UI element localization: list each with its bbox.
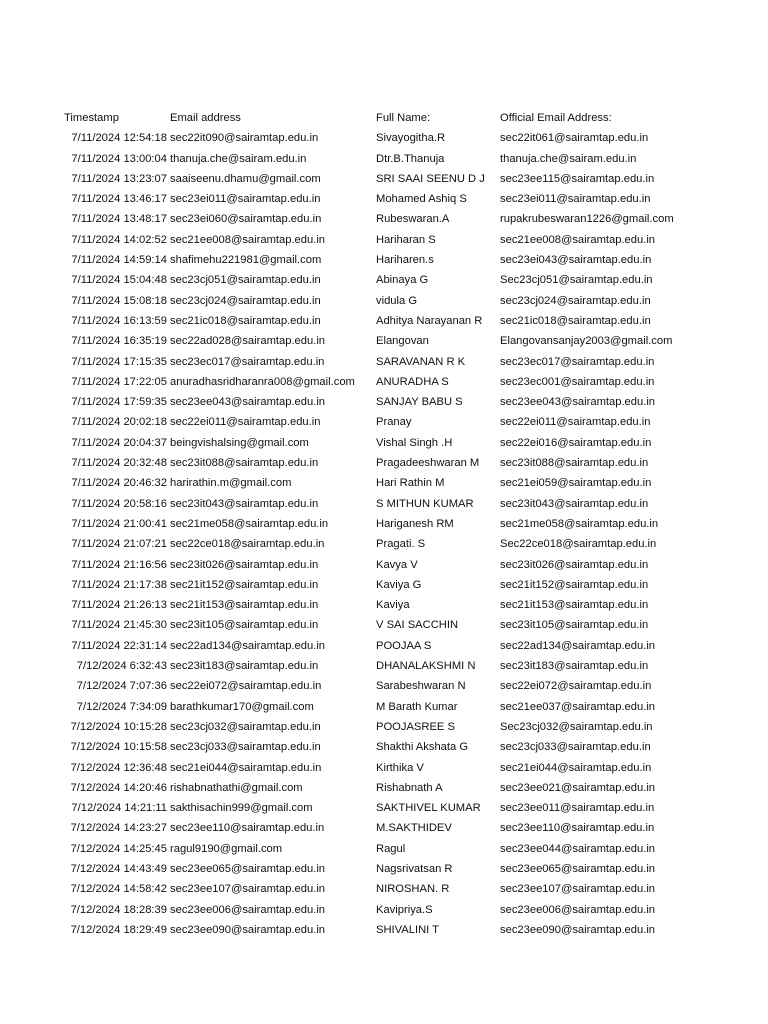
cell-official-email: sec22ei016@sairamtap.edu.in: [500, 436, 652, 449]
cell-full-name: Rubeswaran.A: [376, 213, 450, 226]
cell-official-email: sec23it043@sairamtap.edu.in: [500, 497, 649, 510]
cell-email: sec23ee065@sairamtap.edu.in: [170, 862, 326, 875]
table-row: [0, 128, 768, 148]
cell-email: harirathin.m@gmail.com: [170, 477, 292, 490]
cell-official-email: sec22ei072@sairamtap.edu.in: [500, 680, 652, 693]
cell-full-name: Adhitya Narayanan R: [376, 314, 483, 327]
cell-email: beingvishalsing@gmail.com: [170, 436, 309, 449]
cell-official-email: sec21ic018@sairamtap.edu.in: [500, 314, 651, 327]
cell-email: sec21it153@sairamtap.edu.in: [170, 599, 319, 612]
cell-official-email: sec22ad134@sairamtap.edu.in: [500, 639, 656, 652]
cell-full-name: Mohamed Ashiq S: [376, 193, 467, 206]
cell-email: sec22ei072@sairamtap.edu.in: [170, 680, 322, 693]
cell-full-name: Shakthi Akshata G: [376, 741, 469, 754]
cell-timestamp: 7/11/2024 14:59:14: [71, 254, 167, 267]
table-row: [0, 311, 768, 331]
cell-full-name: SAKTHIVEL KUMAR: [376, 802, 481, 815]
cell-full-name: SHIVALINI T: [376, 923, 439, 936]
cell-email: saaiseenu.dhamu@gmail.com: [170, 172, 321, 185]
cell-timestamp: 7/11/2024 13:23:07: [71, 172, 167, 185]
cell-official-email: sec23it183@sairamtap.edu.in: [500, 660, 649, 673]
response-sheet: [0, 108, 768, 940]
table-row: [0, 534, 768, 554]
cell-email: sec23ee090@sairamtap.edu.in: [170, 923, 326, 936]
cell-official-email: sec23it026@sairamtap.edu.in: [500, 558, 649, 571]
table-row: [0, 818, 768, 838]
cell-full-name: POOJASREE S: [376, 720, 455, 733]
cell-official-email: sec21it152@sairamtap.edu.in: [500, 578, 649, 591]
table-row: [0, 169, 768, 189]
cell-official-email: sec22it061@sairamtap.edu.in: [500, 132, 649, 145]
table-row: [0, 250, 768, 270]
cell-official-email: rupakrubeswaran1226@gmail.com: [500, 213, 674, 226]
cell-full-name: Abinaya G: [376, 274, 429, 287]
cell-official-email: Elangovansanjay2003@gmail.com: [500, 335, 673, 348]
cell-full-name: V SAI SACCHIN: [376, 619, 459, 632]
cell-timestamp: 7/11/2024 17:59:35: [71, 396, 167, 409]
table-row: [0, 737, 768, 757]
cell-timestamp: 7/12/2024 14:20:46: [70, 781, 167, 794]
header-row: [0, 108, 768, 128]
table-row: [0, 149, 768, 169]
cell-official-email: sec21ee037@sairamtap.edu.in: [500, 700, 656, 713]
cell-timestamp: 7/12/2024 10:15:28: [70, 720, 167, 733]
cell-full-name: Hari Rathin M: [376, 477, 445, 490]
cell-full-name: SARAVANAN R K: [376, 355, 466, 368]
table-row: [0, 270, 768, 290]
table-row: [0, 859, 768, 879]
table-row: [0, 595, 768, 615]
cell-official-email: thanuja.che@sairam.edu.in: [500, 152, 637, 165]
cell-timestamp: 7/11/2024 22:31:14: [71, 639, 167, 652]
cell-timestamp: 7/11/2024 15:08:18: [71, 294, 167, 307]
table-row: [0, 433, 768, 453]
cell-timestamp: 7/11/2024 21:26:13: [71, 599, 167, 612]
table-row: [0, 412, 768, 432]
cell-timestamp: 7/12/2024 14:58:42: [70, 883, 167, 896]
table-row: [0, 717, 768, 737]
cell-full-name: Pranay: [376, 416, 412, 429]
cell-full-name: Vishal Singh .H: [376, 436, 453, 449]
table-row: [0, 778, 768, 798]
cell-official-email: sec23ec017@sairamtap.edu.in: [500, 355, 655, 368]
cell-email: sec23it105@sairamtap.edu.in: [170, 619, 319, 632]
cell-timestamp: 7/11/2024 20:04:37: [71, 436, 167, 449]
cell-email: sec22ad134@sairamtap.edu.in: [170, 639, 326, 652]
cell-email: sec22ce018@sairamtap.edu.in: [170, 538, 325, 551]
cell-email: sec23ee043@sairamtap.edu.in: [170, 396, 326, 409]
table-row: [0, 900, 768, 920]
cell-full-name: M Barath Kumar: [376, 700, 458, 713]
table-row: [0, 372, 768, 392]
cell-timestamp: 7/11/2024 20:32:48: [71, 457, 167, 470]
cell-official-email: sec23ee021@sairamtap.edu.in: [500, 781, 656, 794]
cell-email: barathkumar170@gmail.com: [170, 700, 314, 713]
cell-official-email: sec23ee065@sairamtap.edu.in: [500, 862, 656, 875]
table-row: [0, 291, 768, 311]
cell-full-name: Rishabnath A: [376, 781, 443, 794]
cell-full-name: Dtr.B.Thanuja: [376, 152, 445, 165]
table-row: [0, 676, 768, 696]
cell-official-email: sec23ee006@sairamtap.edu.in: [500, 903, 656, 916]
table-row: [0, 697, 768, 717]
table-row: [0, 331, 768, 351]
cell-official-email: sec23it105@sairamtap.edu.in: [500, 619, 649, 632]
cell-full-name: Kirthika V: [376, 761, 424, 774]
cell-timestamp: 7/11/2024 13:00:04: [71, 152, 167, 165]
header-email: Email address: [170, 112, 241, 124]
cell-official-email: sec23ei043@sairamtap.edu.in: [500, 254, 652, 267]
cell-email: sec23cj024@sairamtap.edu.in: [170, 294, 321, 307]
cell-email: sec21ei044@sairamtap.edu.in: [170, 761, 322, 774]
cell-email: sec23it026@sairamtap.edu.in: [170, 558, 319, 571]
table-row: [0, 230, 768, 250]
cell-full-name: Pragadeeshwaran M: [376, 457, 480, 470]
cell-official-email: sec21it153@sairamtap.edu.in: [500, 599, 649, 612]
cell-official-email: sec23ei011@sairamtap.edu.in: [500, 193, 651, 206]
cell-email: sec22ad028@sairamtap.edu.in: [170, 335, 326, 348]
cell-official-email: sec21ei044@sairamtap.edu.in: [500, 761, 652, 774]
cell-timestamp: 7/11/2024 17:15:35: [71, 355, 167, 368]
header-timestamp: Timestamp: [64, 112, 119, 124]
cell-timestamp: 7/11/2024 21:16:56: [71, 558, 167, 571]
table-row: [0, 473, 768, 493]
header-official-email: Official Email Address:: [500, 112, 612, 124]
cell-timestamp: 7/12/2024 14:23:27: [70, 822, 167, 835]
cell-full-name: Sivayogitha.R: [376, 132, 446, 145]
cell-email: sec21ic018@sairamtap.edu.in: [170, 314, 321, 327]
cell-official-email: sec23ec001@sairamtap.edu.in: [500, 375, 655, 388]
cell-official-email: sec23ee115@sairamtap.edu.in: [500, 172, 655, 185]
cell-timestamp: 7/11/2024 20:58:16: [71, 497, 167, 510]
cell-email: sakthisachin999@gmail.com: [170, 802, 313, 815]
cell-full-name: Kaviya G: [376, 578, 422, 591]
cell-timestamp: 7/11/2024 15:04:48: [71, 274, 167, 287]
cell-timestamp: 7/12/2024 14:21:11: [71, 802, 167, 815]
cell-full-name: Ragul: [376, 842, 406, 855]
cell-timestamp: 7/11/2024 21:00:41: [71, 517, 167, 530]
cell-timestamp: 7/11/2024 21:17:38: [71, 578, 167, 591]
cell-email: sec23ei011@sairamtap.edu.in: [170, 193, 321, 206]
table-row: [0, 514, 768, 534]
table-row: [0, 494, 768, 514]
table-row: [0, 453, 768, 473]
cell-official-email: sec23ee107@sairamtap.edu.in: [500, 883, 656, 896]
cell-official-email: Sec22ce018@sairamtap.edu.in: [500, 538, 657, 551]
cell-email: sec23ei060@sairamtap.edu.in: [170, 213, 322, 226]
table-row: [0, 656, 768, 676]
cell-timestamp: 7/12/2024 10:15:58: [70, 741, 167, 754]
cell-full-name: Hariganesh RM: [376, 517, 454, 530]
cell-email: sec23cj033@sairamtap.edu.in: [170, 741, 321, 754]
cell-email: rishabnathathi@gmail.com: [170, 781, 303, 794]
table-row: [0, 636, 768, 656]
cell-timestamp: 7/11/2024 21:45:30: [71, 619, 167, 632]
cell-full-name: M.SAKTHIDEV: [376, 822, 452, 835]
cell-full-name: NIROSHAN. R: [376, 883, 450, 896]
cell-full-name: SANJAY BABU S: [376, 396, 463, 409]
cell-full-name: Pragati. S: [376, 538, 426, 551]
cell-official-email: Sec23cj032@sairamtap.edu.in: [500, 720, 653, 733]
cell-full-name: Elangovan: [376, 335, 429, 348]
cell-full-name: Hariharen.s: [376, 254, 434, 267]
cell-timestamp: 7/12/2024 18:28:39: [70, 903, 167, 916]
cell-timestamp: 7/12/2024 14:43:49: [70, 862, 167, 875]
cell-full-name: Kavya V: [376, 558, 418, 571]
table-row: [0, 555, 768, 575]
table-row: [0, 352, 768, 372]
cell-official-email: sec23ee043@sairamtap.edu.in: [500, 396, 656, 409]
cell-official-email: sec23it088@sairamtap.edu.in: [500, 457, 649, 470]
cell-official-email: sec23cj024@sairamtap.edu.in: [500, 294, 651, 307]
table-row: [0, 879, 768, 899]
cell-email: sec23ec017@sairamtap.edu.in: [170, 355, 325, 368]
cell-timestamp: 7/11/2024 13:48:17: [71, 213, 167, 226]
header-full-name: Full Name:: [376, 112, 431, 124]
cell-email: sec23cj032@sairamtap.edu.in: [170, 720, 321, 733]
cell-full-name: POOJAA S: [376, 639, 432, 652]
table-row: [0, 798, 768, 818]
cell-email: sec23cj051@sairamtap.edu.in: [170, 274, 321, 287]
cell-full-name: Kaviya: [376, 599, 410, 612]
cell-full-name: Sarabeshwaran N: [376, 680, 466, 693]
cell-email: sec21me058@sairamtap.edu.in: [170, 517, 329, 530]
cell-email: sec23ee006@sairamtap.edu.in: [170, 903, 326, 916]
cell-full-name: DHANALAKSHMI N: [376, 660, 476, 673]
cell-email: shafimehu221981@gmail.com: [170, 254, 322, 267]
cell-full-name: SRI SAAI SEENU D J: [376, 172, 485, 185]
cell-timestamp: 7/12/2024 7:07:36: [76, 680, 167, 693]
cell-official-email: sec23ee110@sairamtap.edu.in: [500, 822, 655, 835]
cell-timestamp: 7/11/2024 13:46:17: [71, 193, 167, 206]
table-row: [0, 392, 768, 412]
table-row: [0, 209, 768, 229]
cell-timestamp: 7/12/2024 6:32:43: [76, 660, 167, 673]
data-rows: [0, 128, 768, 940]
cell-full-name: Hariharan S: [376, 233, 436, 246]
cell-email: sec23ee110@sairamtap.edu.in: [170, 822, 325, 835]
cell-official-email: sec23ee011@sairamtap.edu.in: [500, 802, 655, 815]
cell-official-email: sec21me058@sairamtap.edu.in: [500, 517, 659, 530]
cell-timestamp: 7/11/2024 12:54:18: [71, 132, 167, 145]
cell-official-email: sec21ee008@sairamtap.edu.in: [500, 233, 656, 246]
cell-timestamp: 7/12/2024 18:29:49: [70, 923, 167, 936]
table-row: [0, 920, 768, 940]
cell-official-email: sec23ee090@sairamtap.edu.in: [500, 923, 656, 936]
table-row: [0, 758, 768, 778]
cell-official-email: sec21ei059@sairamtap.edu.in: [500, 477, 652, 490]
cell-email: sec23it088@sairamtap.edu.in: [170, 457, 319, 470]
cell-official-email: sec23cj033@sairamtap.edu.in: [500, 741, 651, 754]
cell-email: sec21it152@sairamtap.edu.in: [170, 578, 319, 591]
cell-timestamp: 7/11/2024 16:35:19: [71, 335, 167, 348]
cell-timestamp: 7/11/2024 14:02:52: [71, 233, 167, 246]
cell-timestamp: 7/11/2024 17:22:05: [71, 375, 167, 388]
cell-timestamp: 7/11/2024 20:46:32: [71, 477, 167, 490]
cell-full-name: ANURADHA S: [376, 375, 449, 388]
cell-timestamp: 7/12/2024 14:25:45: [70, 842, 167, 855]
cell-timestamp: 7/12/2024 7:34:09: [76, 700, 167, 713]
cell-official-email: sec22ei011@sairamtap.edu.in: [500, 416, 651, 429]
cell-email: sec23it043@sairamtap.edu.in: [170, 497, 319, 510]
cell-timestamp: 7/11/2024 16:13:59: [71, 314, 167, 327]
table-row: [0, 615, 768, 635]
cell-timestamp: 7/12/2024 12:36:48: [70, 761, 167, 774]
cell-official-email: Sec23cj051@sairamtap.edu.in: [500, 274, 653, 287]
cell-email: anuradhasridharanra008@gmail.com: [170, 375, 355, 388]
cell-email: sec21ee008@sairamtap.edu.in: [170, 233, 326, 246]
table-row: [0, 839, 768, 859]
table-row: [0, 575, 768, 595]
cell-email: ragul9190@gmail.com: [170, 842, 283, 855]
cell-full-name: Kavipriya.S: [376, 903, 433, 916]
cell-email: thanuja.che@sairam.edu.in: [170, 152, 307, 165]
cell-timestamp: 7/11/2024 21:07:21: [71, 538, 167, 551]
cell-timestamp: 7/11/2024 20:02:18: [71, 416, 167, 429]
cell-email: sec23it183@sairamtap.edu.in: [170, 660, 319, 673]
table-row: [0, 189, 768, 209]
cell-full-name: S MITHUN KUMAR: [376, 497, 474, 510]
cell-full-name: vidula G: [376, 294, 418, 307]
cell-full-name: Nagsrivatsan R: [376, 862, 453, 875]
cell-email: sec22ei011@sairamtap.edu.in: [170, 416, 321, 429]
cell-email: sec23ee107@sairamtap.edu.in: [170, 883, 326, 896]
cell-official-email: sec23ee044@sairamtap.edu.in: [500, 842, 656, 855]
cell-email: sec22it090@sairamtap.edu.in: [170, 132, 319, 145]
